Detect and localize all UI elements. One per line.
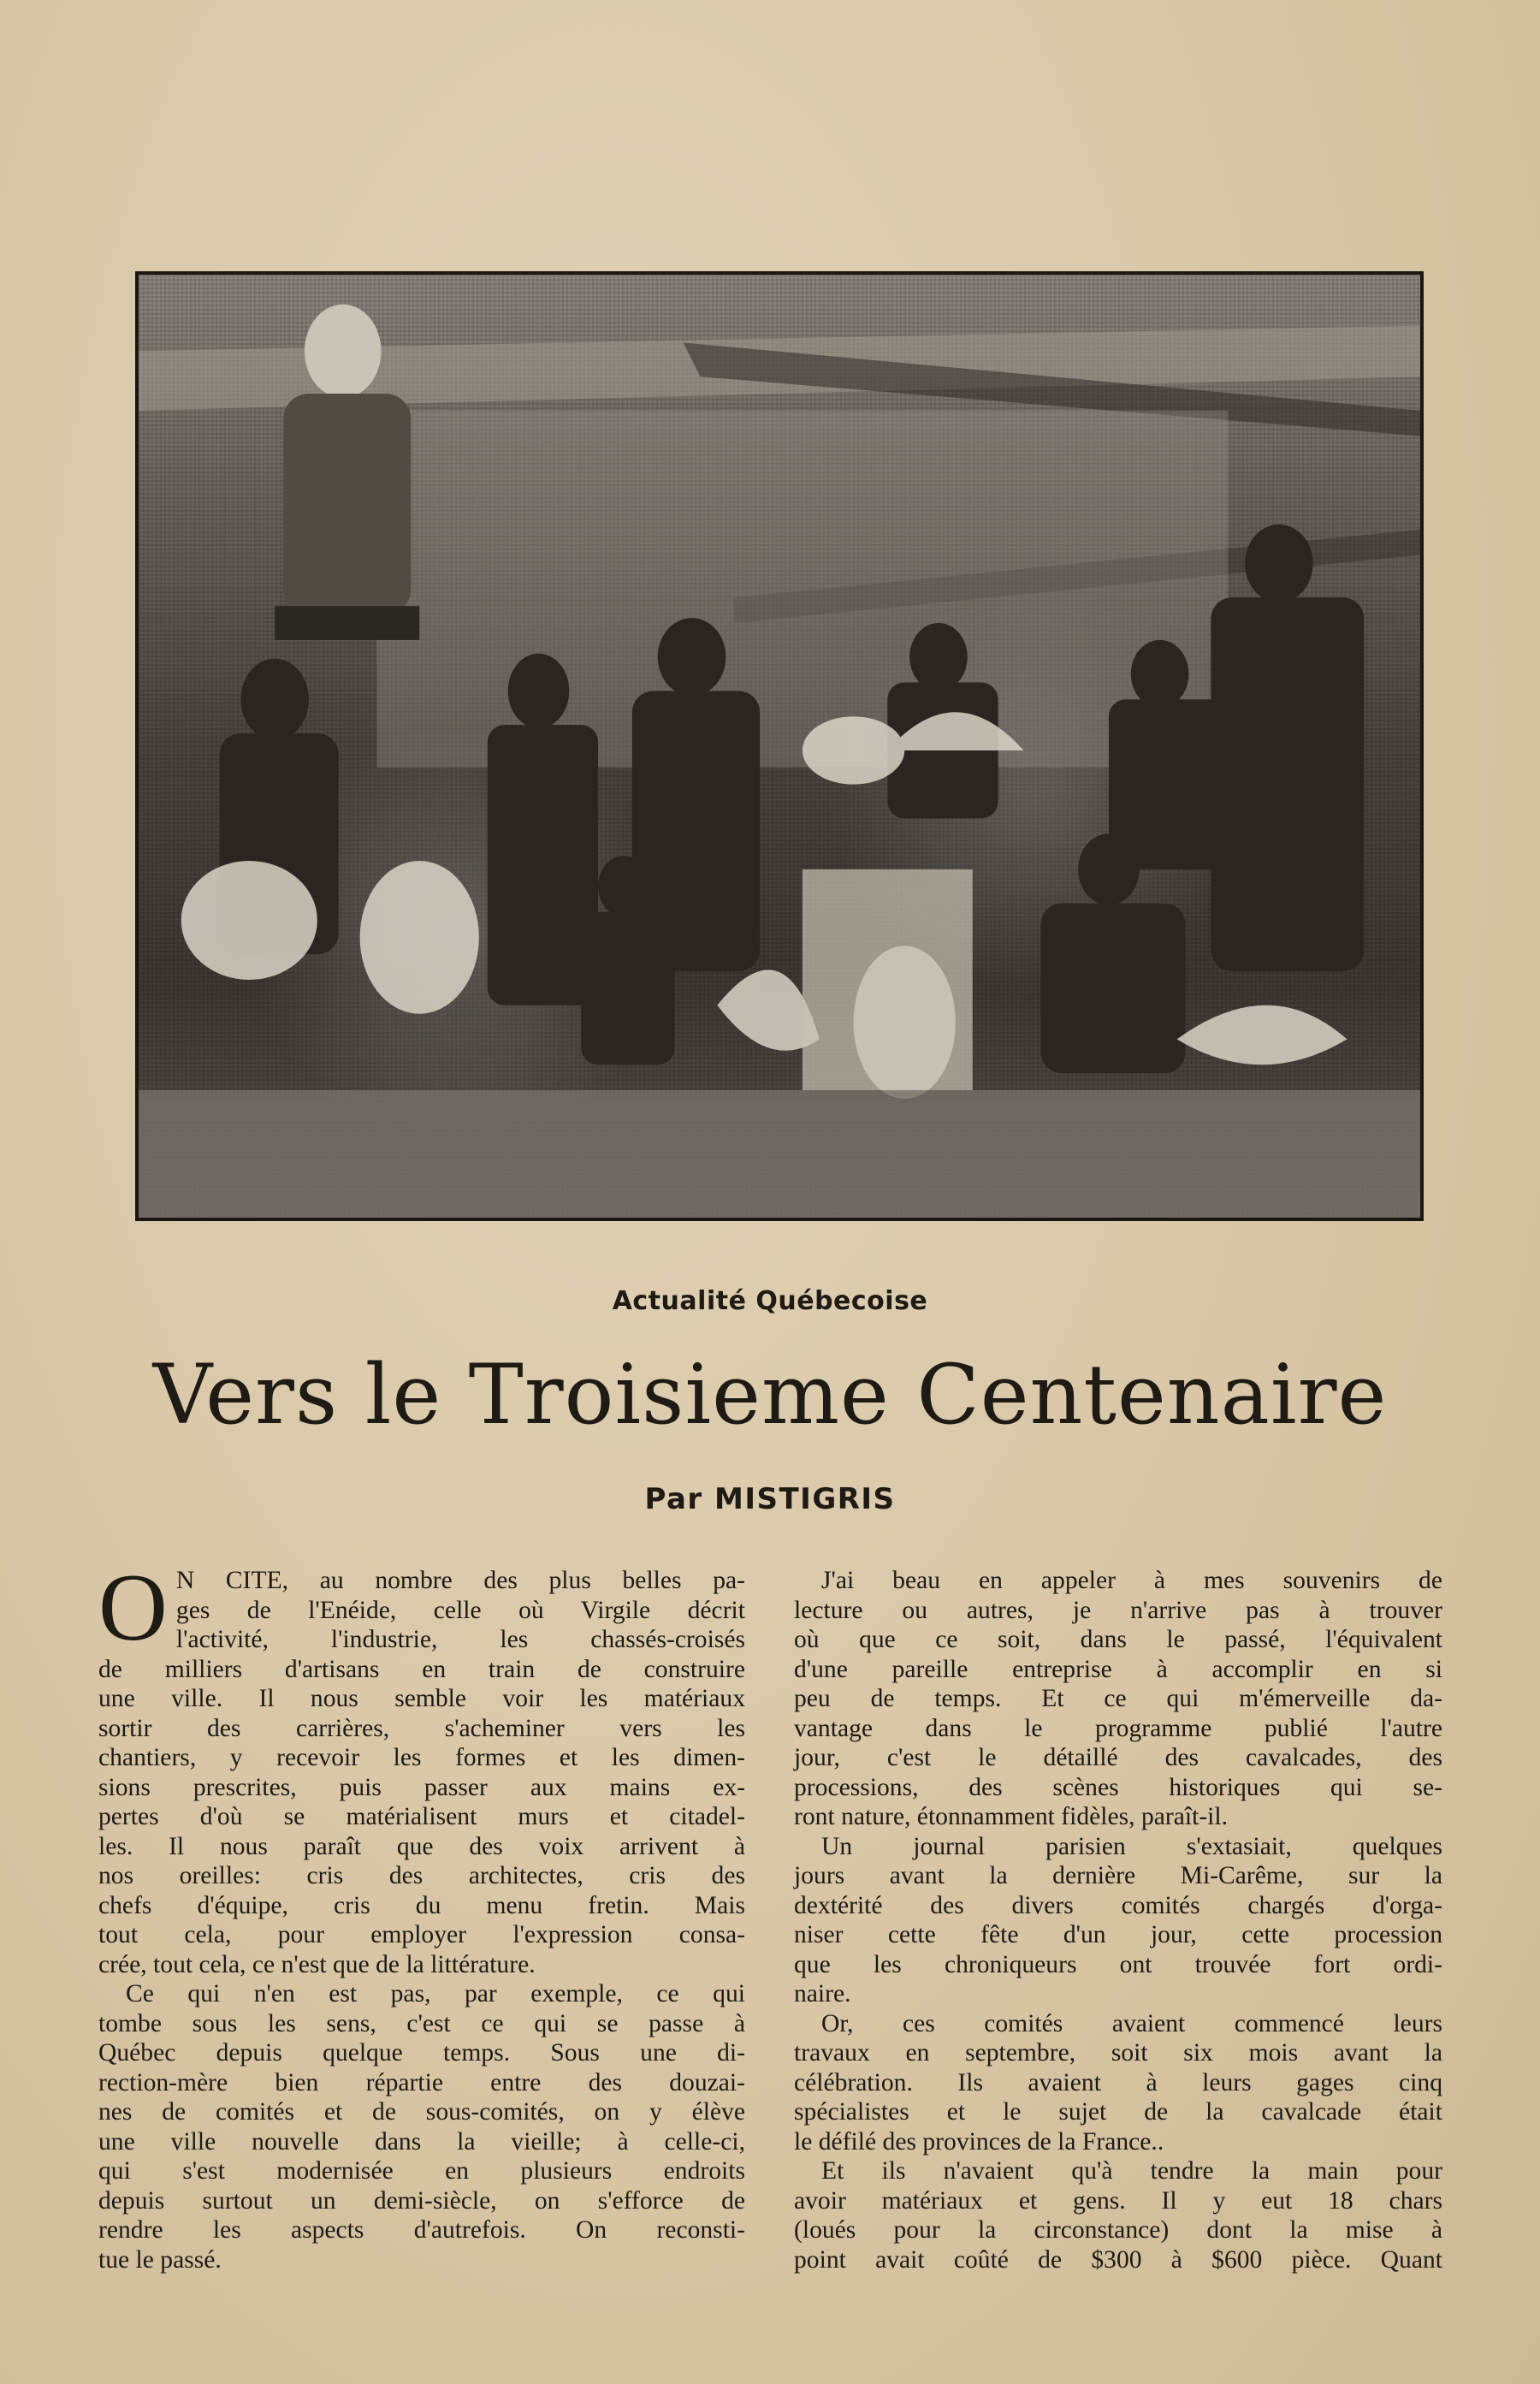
text-line: peu de temps. Et ce qui m'émerveille da-	[794, 1685, 1442, 1712]
drop-cap: O	[98, 1555, 168, 1661]
text-line: le défilé des provinces de la France..	[794, 2127, 1164, 2156]
text-line: chantiers, y recevoir les formes et les dimen-	[98, 1744, 745, 1771]
text-line: dextérité des divers comités chargés d'orga-	[794, 1891, 1442, 1919]
text-line: avoir matériaux et gens. Il y eut 18 chars	[794, 2186, 1442, 2215]
text-line: J'ai beau en appeler à mes souvenirs de	[821, 1567, 1442, 1594]
text-line: vantage dans le programme publié l'autre	[794, 1714, 1442, 1742]
text-line: N CITE, au nombre des plus belles pa-	[175, 1567, 745, 1594]
text-line: sions prescrites, puis passer aux mains ex-	[98, 1773, 745, 1801]
text-line: Ce qui n'en est pas, par exemple, ce qui	[126, 1980, 745, 2007]
text-line: célébration. Ils avaient à leurs gages cinq	[794, 2068, 1442, 2096]
text-line: ges de l'Enéide, celle où Virgile décrit	[175, 1596, 745, 1624]
text-line: d'une pareille entreprise à accomplir en si	[794, 1655, 1442, 1683]
text-line: tout cela, pour employer l'expression consa-	[98, 1921, 745, 1948]
text-line: une ville nouvelle dans la vieille; à celle-ci,	[98, 2127, 745, 2156]
text-line: de milliers d'artisans en train de construire	[98, 1655, 745, 1683]
text-line: spécialistes et le sujet de la cavalcade était	[794, 2098, 1442, 2126]
text-line: rection-mère bien répartie entre des douzai-	[98, 2068, 745, 2096]
byline: Par MISTIGRIS	[644, 1482, 896, 1516]
text-line: travaux en septembre, soit six mois avant la	[794, 2039, 1442, 2067]
text-line: crée, tout cela, ce n'est que de la littérature.	[98, 1950, 536, 1978]
text-line: jours avant la dernière Mi-Carême, sur la	[794, 1862, 1442, 1889]
workshop-photograph	[135, 271, 1424, 1221]
text-line: tue le passé.	[98, 2245, 222, 2274]
text-line: que les chroniqueurs ont trouvée fort ordi-	[794, 1950, 1442, 1978]
text-line: Un journal parisien s'extasiait, quelques	[821, 1832, 1442, 1860]
text-line: qui s'est modernisée en plusieurs endroits	[98, 2157, 745, 2185]
photo-scene	[139, 275, 1420, 1218]
text-line: ront nature, étonnamment fidèles, paraît-il.	[794, 1803, 1229, 1830]
text-line: Québec depuis quelque temps. Sous une di-	[98, 2039, 745, 2067]
text-line: jour, c'est le détaillé des cavalcades, des	[794, 1744, 1442, 1771]
right-column	[794, 1566, 1442, 2274]
text-line: niser cette fête d'un jour, cette procession	[794, 1921, 1442, 1948]
text-line: Or, ces comités avaient commencé leurs	[821, 2009, 1442, 2037]
text-line: où que ce soit, dans le passé, l'équivalent	[794, 1626, 1442, 1653]
text-line: l'activité, l'industrie, les chassés-croisés	[175, 1626, 745, 1653]
text-line: nos oreilles: cris des architectes, cris des	[98, 1862, 745, 1889]
text-line: Et ils n'avaient qu'à tendre la main pour	[821, 2157, 1442, 2185]
text-line: naire.	[794, 1980, 851, 2007]
text-line: processions, des scènes historiques qui se-	[794, 1773, 1442, 1801]
text-line: pertes d'où se matérialisent murs et citadel-	[98, 1803, 745, 1830]
text-line: depuis surtout un demi-siècle, on s'efforce de	[98, 2186, 745, 2215]
left-column	[98, 1555, 745, 2274]
section-label: Actualité Québecoise	[612, 1286, 928, 1316]
text-line: sortir des carrières, s'acheminer vers les	[98, 1714, 745, 1742]
text-line: une ville. Il nous semble voir les matériaux	[98, 1685, 745, 1712]
text-line: tombe sous les sens, c'est ce qui se passe à	[98, 2009, 745, 2037]
text-line: chefs d'équipe, cris du menu fretin. Mais	[98, 1891, 745, 1919]
article-title: Vers le Troisieme Centenaire	[152, 1347, 1388, 1443]
text-line: point avait coûté de $300 à $600 pièce. Quant	[794, 2245, 1442, 2274]
text-line: (loués pour la circonstance) dont la mise à	[794, 2216, 1442, 2244]
text-line: les. Il nous paraît que des voix arrivent à	[98, 1832, 745, 1860]
text-line: rendre les aspects d'autrefois. On reconsti-	[98, 2216, 745, 2244]
text-line: lecture ou autres, je n'arrive pas à trouver	[794, 1596, 1442, 1624]
text-line: nes de comités et de sous-comités, on y élève	[98, 2098, 745, 2126]
